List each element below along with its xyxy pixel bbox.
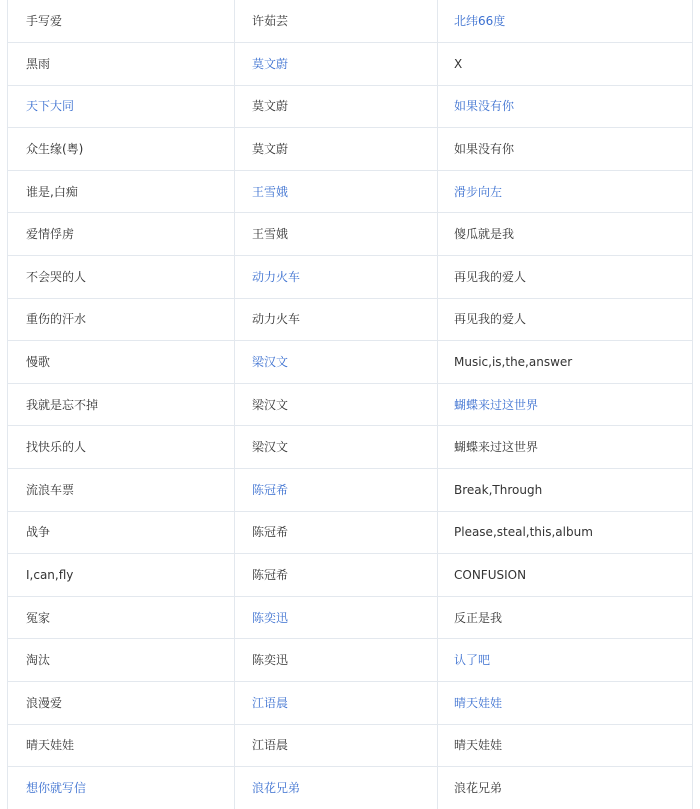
album-cell xyxy=(438,128,693,171)
cell-text: Please,steal,this,album xyxy=(454,525,593,540)
cell-text: 冤家 xyxy=(26,610,51,625)
song-title-cell xyxy=(8,596,235,639)
cell-text: 傻瓜就是我 xyxy=(454,227,515,242)
table-row xyxy=(8,341,693,384)
song-table-body xyxy=(8,0,693,809)
cell-text: 战争 xyxy=(26,525,51,540)
table-row xyxy=(8,85,693,128)
artist-cell xyxy=(235,255,438,298)
cell-text: 反正是我 xyxy=(454,610,503,625)
song-title-cell xyxy=(8,767,235,809)
album-cell xyxy=(438,0,693,43)
song-title-cell xyxy=(8,298,235,341)
song-title-cell xyxy=(8,341,235,384)
table-row xyxy=(8,383,693,426)
cell-link[interactable]: 蝴蝶来过这世界 xyxy=(454,397,539,412)
album-cell xyxy=(438,383,693,426)
album-cell xyxy=(438,170,693,213)
cell-text: 众生缘(粤) xyxy=(26,141,84,156)
table-row xyxy=(8,639,693,682)
cell-text: 王雪娥 xyxy=(252,227,289,242)
cell-text: Music,is,the,answer xyxy=(454,354,573,369)
song-title-cell xyxy=(8,426,235,469)
cell-text: 陈冠希 xyxy=(252,567,289,582)
song-title-cell xyxy=(8,468,235,511)
song-title-cell xyxy=(8,85,235,128)
cell-text: 再见我的爱人 xyxy=(454,269,527,284)
cell-link[interactable]: 如果没有你 xyxy=(454,99,515,114)
cell-link[interactable]: 动力火车 xyxy=(252,269,301,284)
song-table xyxy=(7,0,693,809)
cell-link[interactable]: 滑步向左 xyxy=(454,184,503,199)
table-row xyxy=(8,468,693,511)
album-cell xyxy=(438,511,693,554)
song-title-cell xyxy=(8,43,235,86)
cell-text: CONFUSION xyxy=(454,567,527,582)
cell-text: X xyxy=(454,56,463,71)
song-title-cell xyxy=(8,255,235,298)
cell-text: 莫文蔚 xyxy=(252,141,289,156)
table-row xyxy=(8,554,693,597)
artist-cell xyxy=(235,554,438,597)
song-title-cell xyxy=(8,0,235,43)
album-cell xyxy=(438,767,693,809)
table-row xyxy=(8,426,693,469)
cell-link[interactable]: 江语晨 xyxy=(252,695,289,710)
cell-text: 陈奕迅 xyxy=(252,653,289,668)
table-row xyxy=(8,170,693,213)
cell-text: 流浪车票 xyxy=(26,482,75,497)
cell-link[interactable]: 北纬66度 xyxy=(454,14,506,28)
artist-cell xyxy=(235,43,438,86)
cell-text: 慢歌 xyxy=(26,354,51,369)
song-title-cell xyxy=(8,681,235,724)
song-title-cell xyxy=(8,170,235,213)
cell-text: 如果没有你 xyxy=(454,141,515,156)
album-cell xyxy=(438,639,693,682)
album-cell xyxy=(438,298,693,341)
cell-text: Break,Through xyxy=(454,482,543,497)
album-cell xyxy=(438,43,693,86)
artist-cell xyxy=(235,468,438,511)
cell-text: 陈冠希 xyxy=(252,525,289,540)
artist-cell xyxy=(235,213,438,256)
cell-text: 淘汰 xyxy=(26,653,51,668)
cell-text: 黑雨 xyxy=(26,56,51,71)
song-title-cell xyxy=(8,639,235,682)
table-row xyxy=(8,767,693,809)
artist-cell xyxy=(235,298,438,341)
artist-cell xyxy=(235,681,438,724)
artist-cell xyxy=(235,170,438,213)
album-cell xyxy=(438,596,693,639)
cell-text: 手写爱 xyxy=(26,14,63,28)
cell-link[interactable]: 想你就写信 xyxy=(26,780,87,795)
cell-text: 重伤的汗水 xyxy=(26,312,87,327)
cell-link[interactable]: 梁汉文 xyxy=(252,354,289,369)
cell-link[interactable]: 王雪娥 xyxy=(252,184,289,199)
table-row xyxy=(8,43,693,86)
table-row xyxy=(8,596,693,639)
album-cell xyxy=(438,468,693,511)
album-cell xyxy=(438,85,693,128)
album-cell xyxy=(438,724,693,767)
cell-link[interactable]: 陈冠希 xyxy=(252,482,289,497)
table-row xyxy=(8,0,693,43)
cell-text: 爱情俘虏 xyxy=(26,227,75,242)
artist-cell xyxy=(235,85,438,128)
cell-text: 浪花兄弟 xyxy=(454,780,503,795)
cell-text: 莫文蔚 xyxy=(252,99,289,114)
table-row xyxy=(8,255,693,298)
artist-cell xyxy=(235,639,438,682)
cell-text: 许茹芸 xyxy=(252,14,289,28)
artist-cell xyxy=(235,596,438,639)
cell-text: 江语晨 xyxy=(252,738,289,753)
cell-link[interactable]: 陈奕迅 xyxy=(252,610,289,625)
album-cell xyxy=(438,554,693,597)
table-row xyxy=(8,128,693,171)
album-cell xyxy=(438,426,693,469)
album-cell xyxy=(438,341,693,384)
table-row xyxy=(8,511,693,554)
cell-text: 蝴蝶来过这世界 xyxy=(454,440,539,455)
song-title-cell xyxy=(8,724,235,767)
song-title-cell xyxy=(8,554,235,597)
song-title-cell xyxy=(8,128,235,171)
album-cell xyxy=(438,255,693,298)
artist-cell xyxy=(235,0,438,43)
song-title-cell xyxy=(8,511,235,554)
song-title-cell xyxy=(8,213,235,256)
cell-text: 我就是忘不掉 xyxy=(26,397,99,412)
artist-cell xyxy=(235,426,438,469)
cell-text: 晴天娃娃 xyxy=(26,738,75,753)
cell-text: 梁汉文 xyxy=(252,440,289,455)
cell-link[interactable]: 莫文蔚 xyxy=(252,56,289,71)
cell-link[interactable]: 晴天娃娃 xyxy=(454,695,503,710)
cell-link[interactable]: 天下大同 xyxy=(26,99,75,114)
artist-cell xyxy=(235,511,438,554)
cell-link[interactable]: 认了吧 xyxy=(454,653,491,668)
cell-text: 动力火车 xyxy=(252,312,301,327)
album-cell xyxy=(438,213,693,256)
artist-cell xyxy=(235,128,438,171)
song-title-cell xyxy=(8,383,235,426)
cell-text: 晴天娃娃 xyxy=(454,738,503,753)
cell-text: I,can,fly xyxy=(26,567,74,582)
cell-text: 不会哭的人 xyxy=(26,269,87,284)
cell-text: 找快乐的人 xyxy=(26,440,87,455)
artist-cell xyxy=(235,383,438,426)
table-row xyxy=(8,681,693,724)
cell-text: 谁是,白痴 xyxy=(26,184,78,199)
cell-text: 梁汉文 xyxy=(252,397,289,412)
cell-text: 再见我的爱人 xyxy=(454,312,527,327)
artist-cell xyxy=(235,767,438,809)
cell-text: 浪漫爱 xyxy=(26,695,63,710)
album-cell xyxy=(438,681,693,724)
cell-link[interactable]: 浪花兄弟 xyxy=(252,780,301,795)
table-row xyxy=(8,724,693,767)
table-row xyxy=(8,213,693,256)
artist-cell xyxy=(235,724,438,767)
table-row xyxy=(8,298,693,341)
artist-cell xyxy=(235,341,438,384)
